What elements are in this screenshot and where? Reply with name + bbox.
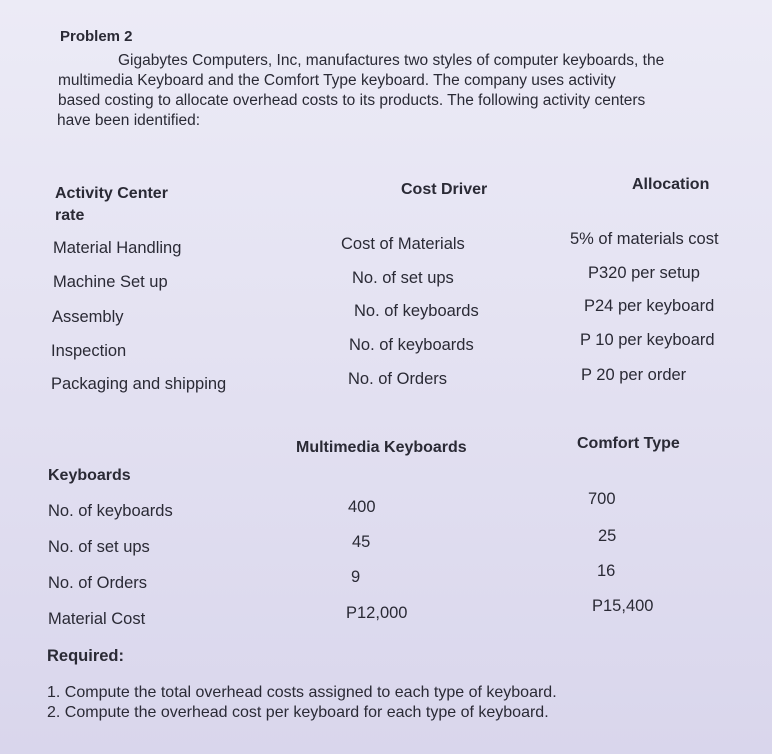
intro-line-1: Gigabytes Computers, Inc, manufactures two styles of computer keyboards, the <box>118 52 665 69</box>
multimedia-value: 45 <box>352 533 371 551</box>
comfort-value: 25 <box>598 527 617 545</box>
activity-driver: No. of Orders <box>348 370 448 388</box>
question-2: 2. Compute the overhead cost per keyboard for each type of keyboard. <box>47 704 549 721</box>
activity-allocation: P 10 per keyboard <box>580 331 715 349</box>
activity-allocation: P320 per setup <box>588 264 700 282</box>
activity-name: Packaging and shipping <box>51 375 227 393</box>
intro-line-4: have been identified: <box>57 112 201 129</box>
keyboard-row-label: No. of Orders <box>48 574 148 592</box>
keyboard-row-label: No. of keyboards <box>48 502 173 520</box>
keyboard-row-label: No. of set ups <box>48 538 150 556</box>
header-keyboards: Keyboards <box>48 467 131 484</box>
activity-name: Machine Set up <box>53 273 168 291</box>
activity-allocation: 5% of materials cost <box>570 230 719 248</box>
multimedia-value: P12,000 <box>346 604 408 622</box>
activity-allocation: P24 per keyboard <box>584 297 715 315</box>
multimedia-value: 9 <box>351 568 361 586</box>
intro-line-3: based costing to allocate overhead costs to its products. The following activity centers <box>58 92 646 109</box>
problem-title: Problem 2 <box>60 28 133 45</box>
required-label: Required: <box>47 647 125 665</box>
activity-driver: No. of keyboards <box>349 336 474 354</box>
activity-driver: No. of set ups <box>352 269 454 287</box>
header-rate: rate <box>55 207 85 224</box>
header-comfort-type: Comfort Type <box>577 435 680 452</box>
header-multimedia: Multimedia Keyboards <box>296 439 467 456</box>
activity-driver: Cost of Materials <box>341 235 465 253</box>
header-allocation: Allocation <box>632 176 710 193</box>
comfort-value: P15,400 <box>592 597 654 615</box>
activity-allocation: P 20 per order <box>581 366 687 384</box>
comfort-value: 700 <box>588 490 616 508</box>
header-activity-center: Activity Center <box>55 185 168 202</box>
question-1: 1. Compute the total overhead costs assigned to each type of keyboard. <box>47 684 557 701</box>
activity-driver: No. of keyboards <box>354 302 479 320</box>
multimedia-value: 400 <box>348 498 376 516</box>
intro-line-2: multimedia Keyboard and the Comfort Type keyboard. The company uses activity <box>58 72 616 89</box>
keyboard-row-label: Material Cost <box>48 610 146 628</box>
activity-name: Inspection <box>51 342 127 360</box>
comfort-value: 16 <box>597 562 616 580</box>
activity-name: Assembly <box>52 308 124 326</box>
activity-name: Material Handling <box>53 239 182 257</box>
header-cost-driver: Cost Driver <box>401 181 488 198</box>
